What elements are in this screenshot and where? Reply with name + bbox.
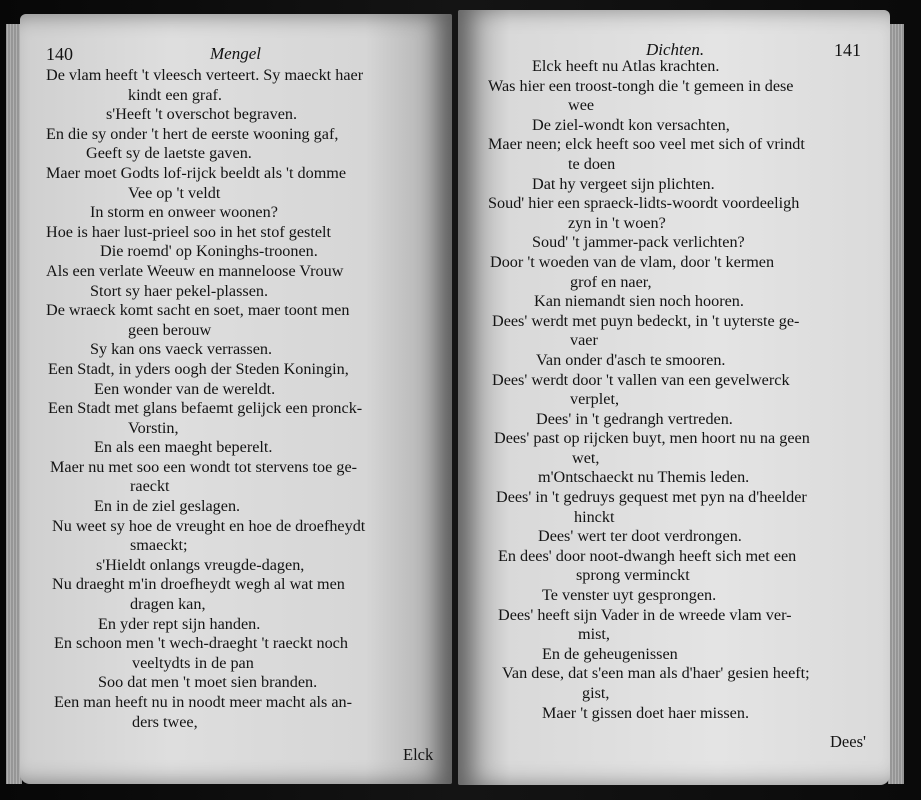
poem-line: De ziel-wondt kon versachten, (532, 115, 730, 134)
page-number: 140 (46, 44, 73, 64)
poem-line: Dees' werdt door 't vallen van een gevelwerck (492, 370, 790, 389)
running-head: Dichten. (646, 40, 705, 59)
poem-line: ders twee, (132, 712, 198, 731)
poem-line: De wraeck komt sacht en soet, maer toont men (46, 301, 350, 320)
poem-line: Die roemd' op Koninghs-troonen. (100, 242, 318, 261)
poem-line: zyn in 't woen? (568, 213, 666, 232)
poem-line: raeckt (130, 477, 170, 496)
poem-line: m'Ontschaeckt nu Themis leden. (538, 468, 750, 487)
poem-line: wet, (572, 448, 600, 467)
poem-line: mist, (578, 625, 610, 644)
poem-line: Vorstin, (128, 418, 179, 437)
poem-line: De vlam heeft 't vleesch verteert. Sy maeckt haer (46, 66, 364, 84)
poem-line: Als een verlate Weeuw en manneloose Vrouw (46, 261, 344, 280)
poem-line: hinckt (574, 507, 615, 526)
poem-line: En de geheugenissen (542, 644, 678, 663)
poem-line: Dees' in 't gedrangh vertreden. (536, 409, 733, 428)
poem-line: Stort sy haer pekel-plassen. (90, 281, 269, 300)
poem-line: Sy kan ons vaeck verrassen. (90, 340, 273, 359)
poem-line: Was hier een troost-tongh die 't gemeen in dese (488, 76, 794, 95)
poem-line: Dees' heeft sijn Vader in de wreede vlam ver- (498, 605, 792, 624)
right-page (458, 10, 890, 785)
poem-line: Dat hy vergeet sijn plichten. (532, 174, 715, 193)
poem-line: Hoe is haer lust-prieel soo in het stof gestelt (46, 222, 332, 241)
catchword: Dees' (830, 732, 866, 751)
poem-line: s'Heeft 't overschot begraven. (106, 105, 298, 124)
poem-line: Een wonder van de wereldt. (94, 379, 276, 398)
poem-line: Dees' werdt met puyn bedeckt, in 't uyterste ge- (492, 311, 800, 330)
poem-line: veeltydts in de pan (132, 653, 254, 672)
poem-line: Een Stadt, in yders oogh der Steden Koningin, (48, 359, 349, 378)
poem-line: Een man heeft nu in noodt meer macht als an- (54, 693, 353, 711)
poem-line: Maer 't gissen doet haer missen. (542, 703, 750, 722)
poem-line: En schoon men 't wech-draeght 't raeckt noch (54, 634, 348, 653)
poem-line: kindt een graf. (128, 85, 222, 104)
poem-lines (458, 57, 890, 723)
poem-line: Kan niemandt sien noch hooren. (534, 292, 744, 311)
poem-line: Door 't woeden van de vlam, door 't kermen (490, 252, 775, 271)
poem-line: Dees' past op rijcken buyt, men hoort nu na geen (494, 429, 810, 448)
poem-line: En in de ziel geslagen. (94, 497, 241, 516)
poem-line: En als een maeght beperelt. (94, 438, 273, 457)
poem-line: grof en naer, (570, 272, 652, 291)
poem-line: Dees' wert ter doot verdrongen. (538, 527, 742, 546)
poem-line: smaeckt; (130, 536, 188, 555)
poem-line: Van dese, dat s'een man als d'haer' gesien heeft; (502, 664, 810, 683)
book-page-edges-right (888, 24, 904, 784)
poem-line: te doen (568, 154, 616, 173)
left-page (20, 14, 452, 784)
poem-line: In storm en onweer woonen? (90, 203, 278, 222)
poem-line: Soud' 't jammer-pack verlichten? (532, 233, 745, 252)
poem-line: wee (568, 96, 595, 115)
poem-line: Geeft sy de laetste gaven. (86, 144, 252, 163)
poem-line: sprong verminckt (576, 566, 690, 585)
poem-line: Een Stadt met glans befaemt gelijck een pronck- (48, 399, 363, 418)
poem-line: Vee op 't veldt (128, 183, 221, 202)
poem-lines (20, 66, 452, 732)
poem-line: En dees' door noot-dwangh heeft sich met een (498, 546, 797, 565)
poem-line: Soo dat men 't moet sien branden. (98, 673, 318, 692)
poem-line: Soud' hier een spraeck-lidts-woordt voordeeligh (488, 194, 800, 213)
running-head: Mengel (210, 44, 261, 63)
poem-line: Maer moet Godts lof-rijck beeldt als 't domme (46, 163, 347, 182)
poem-line: gist, (582, 684, 610, 702)
poem-line: vaer (570, 331, 598, 350)
poem-line: s'Hieldt onlangs vreugde-dagen, (96, 555, 305, 574)
left-page-header (20, 44, 452, 68)
poem-line: Maer nu met soo een wondt tot stervens toe ge- (50, 457, 358, 476)
poem-line: Dees' in 't gedruys gequest met pyn na d'heelder (496, 488, 807, 507)
poem-line: Elck heeft nu Atlas krachten. (532, 57, 720, 75)
poem-line: Van onder d'asch te smooren. (536, 350, 726, 369)
poem-line: En yder rept sijn handen. (98, 614, 261, 633)
poem-line: Maer neen; elck heeft soo veel met sich of vrindt (488, 135, 805, 154)
poem-line: geen berouw (128, 320, 212, 339)
poem-line: Nu draeght m'in droefheydt wegh al wat men (52, 575, 345, 594)
poem-line: verplet, (570, 390, 619, 409)
page-number: 141 (834, 40, 861, 60)
catchword: Elck (403, 745, 434, 764)
poem-line: dragen kan, (130, 595, 206, 614)
poem-line: En die sy onder 't hert de eerste wooning gaf, (46, 124, 339, 143)
poem-line: Nu weet sy hoe de vreught en hoe de droefheydt (52, 516, 366, 535)
poem-line: Te venster uyt gesprongen. (542, 586, 717, 605)
